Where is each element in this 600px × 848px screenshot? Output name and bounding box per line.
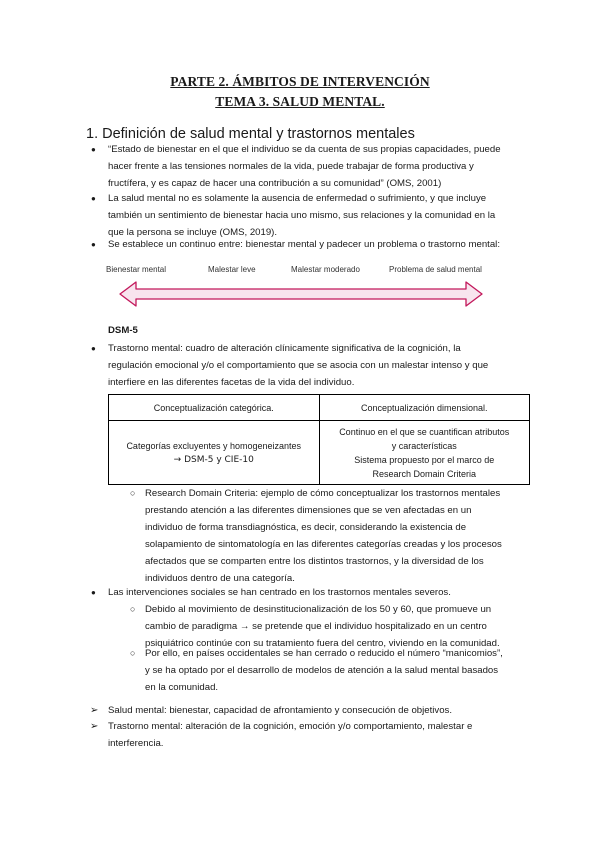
arrow-bullet-icon: ➢: [90, 705, 99, 716]
list-item: Trastorno mental: alteración de la cognición, emoción y/o comportamiento, malestar e interferencia.: [108, 721, 473, 749]
list-item: Las intervenciones sociales se han centrado en los trastornos mentales severos.: [108, 587, 451, 598]
sub-bullet-icon: ○: [130, 648, 136, 658]
spectrum-label: Malestar moderado: [291, 265, 360, 274]
spectrum-label: Malestar leve: [208, 265, 256, 274]
table-row: [109, 421, 530, 485]
bullet-icon: ●: [91, 194, 96, 203]
list-item: Debido al movimiento de desinstitucionalización de los 50 y 60, que promueve un cambio de paradigma → se pretende que el individuo hospitalizado en un centro psiquiátrico continúe con su tratamiento fuera del centro, viviendo en la comunidad.: [145, 604, 500, 649]
dsm-heading: DSM-5: [108, 325, 138, 336]
list-item: Salud mental: bienestar, capacidad de afrontamiento y consecución de objetivos.: [108, 705, 452, 716]
double-arrow-icon: [118, 280, 484, 308]
spectrum-label: Bienestar mental: [106, 265, 167, 274]
conceptualization-table: [108, 394, 530, 485]
topic-title: TEMA 3. SALUD MENTAL.: [215, 94, 385, 109]
list-item: “Estado de bienestar en el que el individuo se da cuenta de sus propias capacidades, puede hacer frente a las tensiones normales de la vida, puede trabajar de forma productiva y fructífera, y es capaz de hacer una contribución a su comunidad” (OMS, 2001): [108, 144, 501, 189]
sub-bullet-icon: ○: [130, 604, 136, 614]
table-cell-categorical: Categorías excluyentes y homogeneizantes → DSM-5 y CIE-10: [109, 421, 320, 485]
part-title: PARTE 2. ÁMBITOS DE INTERVENCIÓN: [170, 74, 430, 89]
bullet-icon: ●: [91, 344, 96, 353]
list-item: Trastorno mental: cuadro de alteración clínicamente significativa de la cognición, la regulación emocional y/o el comportamiento que se asocia con un malestar intenso y que interfiere en las diferentes facetas de la vida del individuo.: [108, 343, 489, 388]
table-cell-dimensional: Continuo en el que se cuantifican atributos y características Sistema propuesto por el marco de Research Domain Criteria: [319, 421, 530, 485]
bullet-icon: ●: [91, 240, 96, 249]
list-item: La salud mental no es solamente la ausencia de enfermedad o sufrimiento, y que incluye también un sentimiento de bienestar hacia uno mismo, sus relaciones y la comunidad en la que la persona se incluye (OMS, 2019).: [108, 193, 496, 238]
section-heading: 1. Definición de salud mental y trastornos mentales: [86, 126, 415, 142]
arrow-bullet-icon: ➢: [90, 721, 99, 732]
table-header-cell: Conceptualización dimensional.: [319, 395, 530, 421]
list-item: Research Domain Criteria: ejemplo de cómo conceptualizar los trastornos mentales prestando atención a las diferentes dimensiones que se ven afectadas en un individuo de forma transdiagnóstica, es decir, considerando la existencia de solapamiento de sintomatología en las diferentes categorías creadas y los procesos afectados que se comparten entre los distintos trastornos, y la diversidad de los individuos dentro de una categoría.: [145, 488, 502, 584]
sub-bullet-icon: ○: [130, 488, 136, 498]
table-header-cell: Conceptualización categórica.: [109, 395, 320, 421]
list-item: Por ello, en países occidentales se han cerrado o reducido el número “manicomios”, y se ha optado por el desarrollo de modelos de atención a la salud mental basados en la comunidad.: [145, 648, 503, 693]
table-header-row: [109, 395, 530, 421]
list-item: Se establece un continuo entre: bienestar mental y padecer un problema o trastorno mental:: [108, 239, 500, 250]
bullet-icon: ●: [91, 145, 96, 154]
spectrum-label: Problema de salud mental: [389, 265, 482, 274]
bullet-icon: ●: [91, 588, 96, 597]
